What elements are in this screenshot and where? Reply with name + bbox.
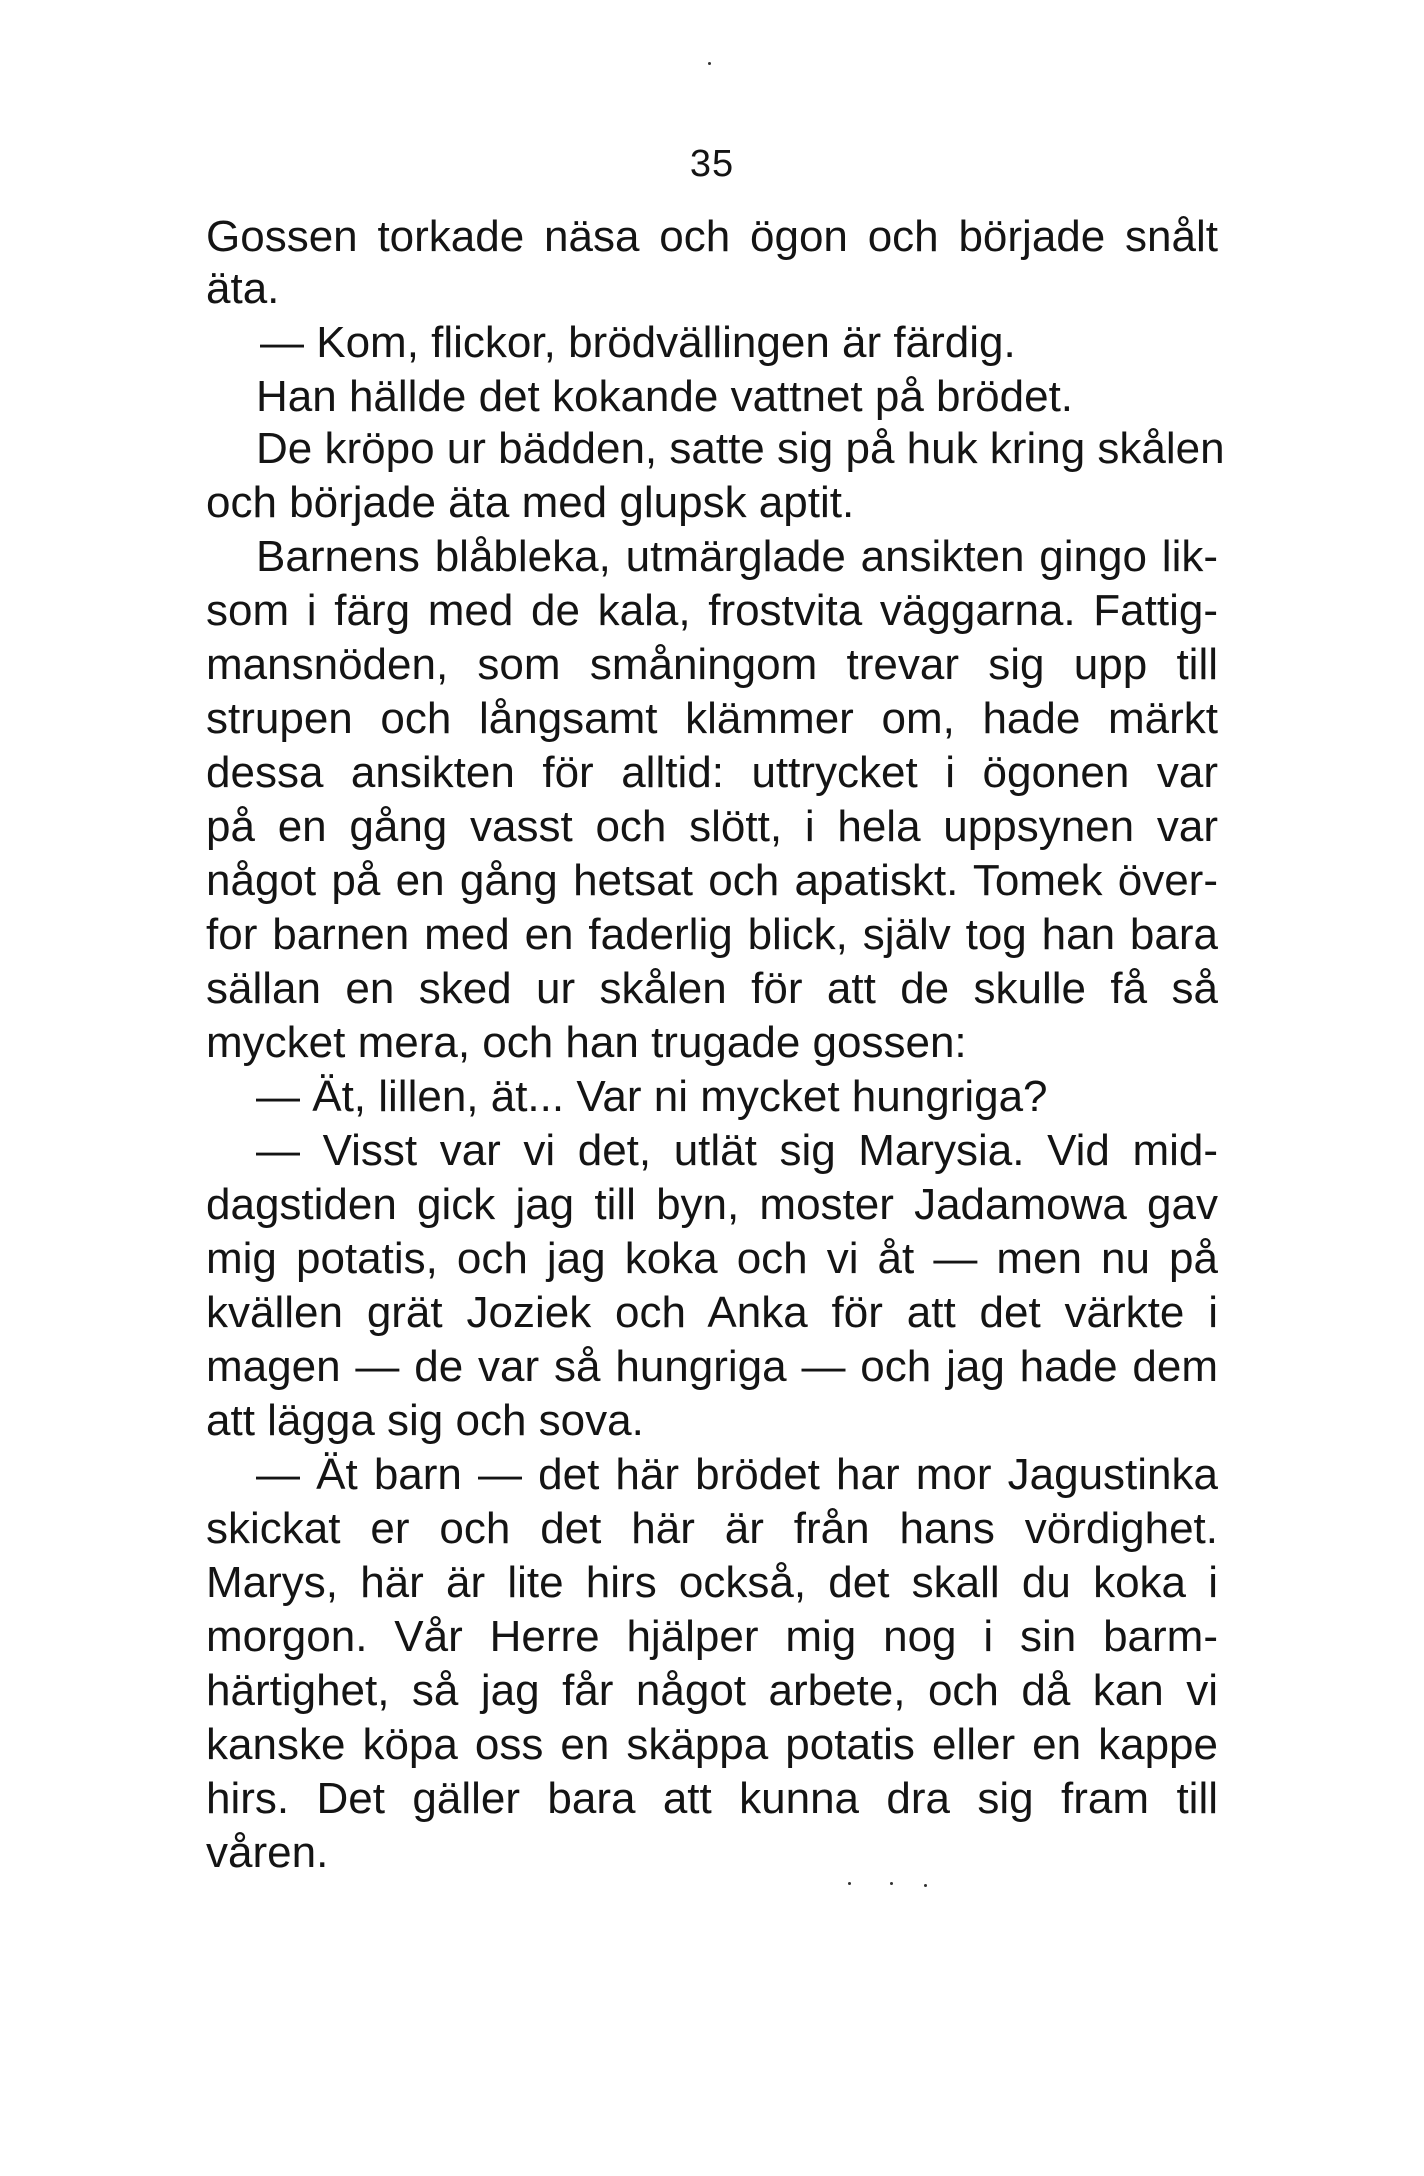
text-line: — Visst var vi det, utlät sig Marysia. Vid mid- [256, 1126, 1218, 1175]
text-line: morgon. Vår Herre hjälper mig nog i sin barm- [206, 1612, 1218, 1661]
text-line: mycket mera, och han trugade gossen: [206, 1018, 967, 1067]
text-line: äta. [206, 264, 280, 313]
print-speck [890, 1882, 893, 1885]
text-line: mansnöden, som småningom trevar sig upp till [206, 640, 1218, 689]
text-line: for barnen med en faderlig blick, själv tog han bara [206, 910, 1218, 959]
print-speck [708, 62, 711, 65]
text-line: något på en gång hetsat och apatiskt. Tomek över- [206, 856, 1218, 905]
text-line: att lägga sig och sova. [206, 1396, 644, 1445]
text-line: — Ät barn — det här brödet har mor Jagustinka [256, 1450, 1218, 1499]
page-number: 35 [689, 143, 735, 185]
print-speck [924, 1884, 927, 1887]
text-line: på en gång vasst och slött, i hela uppsynen var [206, 802, 1218, 851]
text-line: härtighet, så jag får något arbete, och då kan vi [206, 1666, 1218, 1715]
text-line: Barnens blåbleka, utmärglade ansikten gingo lik- [256, 532, 1218, 581]
text-line: — Kom, flickor, brödvällingen är färdig. [260, 318, 1016, 367]
text-line: sällan en sked ur skålen för att de skulle få så [206, 964, 1218, 1013]
text-line: våren. [206, 1828, 329, 1877]
text-line: kanske köpa oss en skäppa potatis eller en kappe [206, 1720, 1218, 1769]
text-line: hirs. Det gäller bara att kunna dra sig fram till [206, 1774, 1218, 1823]
text-line: kvällen grät Joziek och Anka för att det värkte i [206, 1288, 1218, 1337]
text-line: Marys, här är lite hirs också, det skall du koka i [206, 1558, 1218, 1607]
text-line: dagstiden gick jag till byn, moster Jadamowa gav [206, 1180, 1218, 1229]
text-line: och började äta med glupsk aptit. [206, 478, 855, 527]
text-line: — Ät, lillen, ät... Var ni mycket hungriga? [256, 1072, 1048, 1121]
text-line: strupen och långsamt klämmer om, hade märkt [206, 694, 1218, 743]
text-line: Gossen torkade näsa och ögon och började snålt [206, 212, 1218, 261]
text-line: mig potatis, och jag koka och vi åt — men nu på [206, 1234, 1218, 1283]
text-line: dessa ansikten för alltid: uttrycket i ögonen var [206, 748, 1218, 797]
text-line: magen — de var så hungriga — och jag hade dem [206, 1342, 1218, 1391]
text-line: De kröpo ur bädden, satte sig på huk kring skålen [256, 424, 1225, 473]
text-line: Han hällde det kokande vattnet på brödet. [256, 372, 1074, 421]
text-line: som i färg med de kala, frostvita väggarna. Fattig- [206, 586, 1218, 635]
text-line: skickat er och det här är från hans vördighet. [206, 1504, 1218, 1553]
print-speck [848, 1882, 851, 1885]
